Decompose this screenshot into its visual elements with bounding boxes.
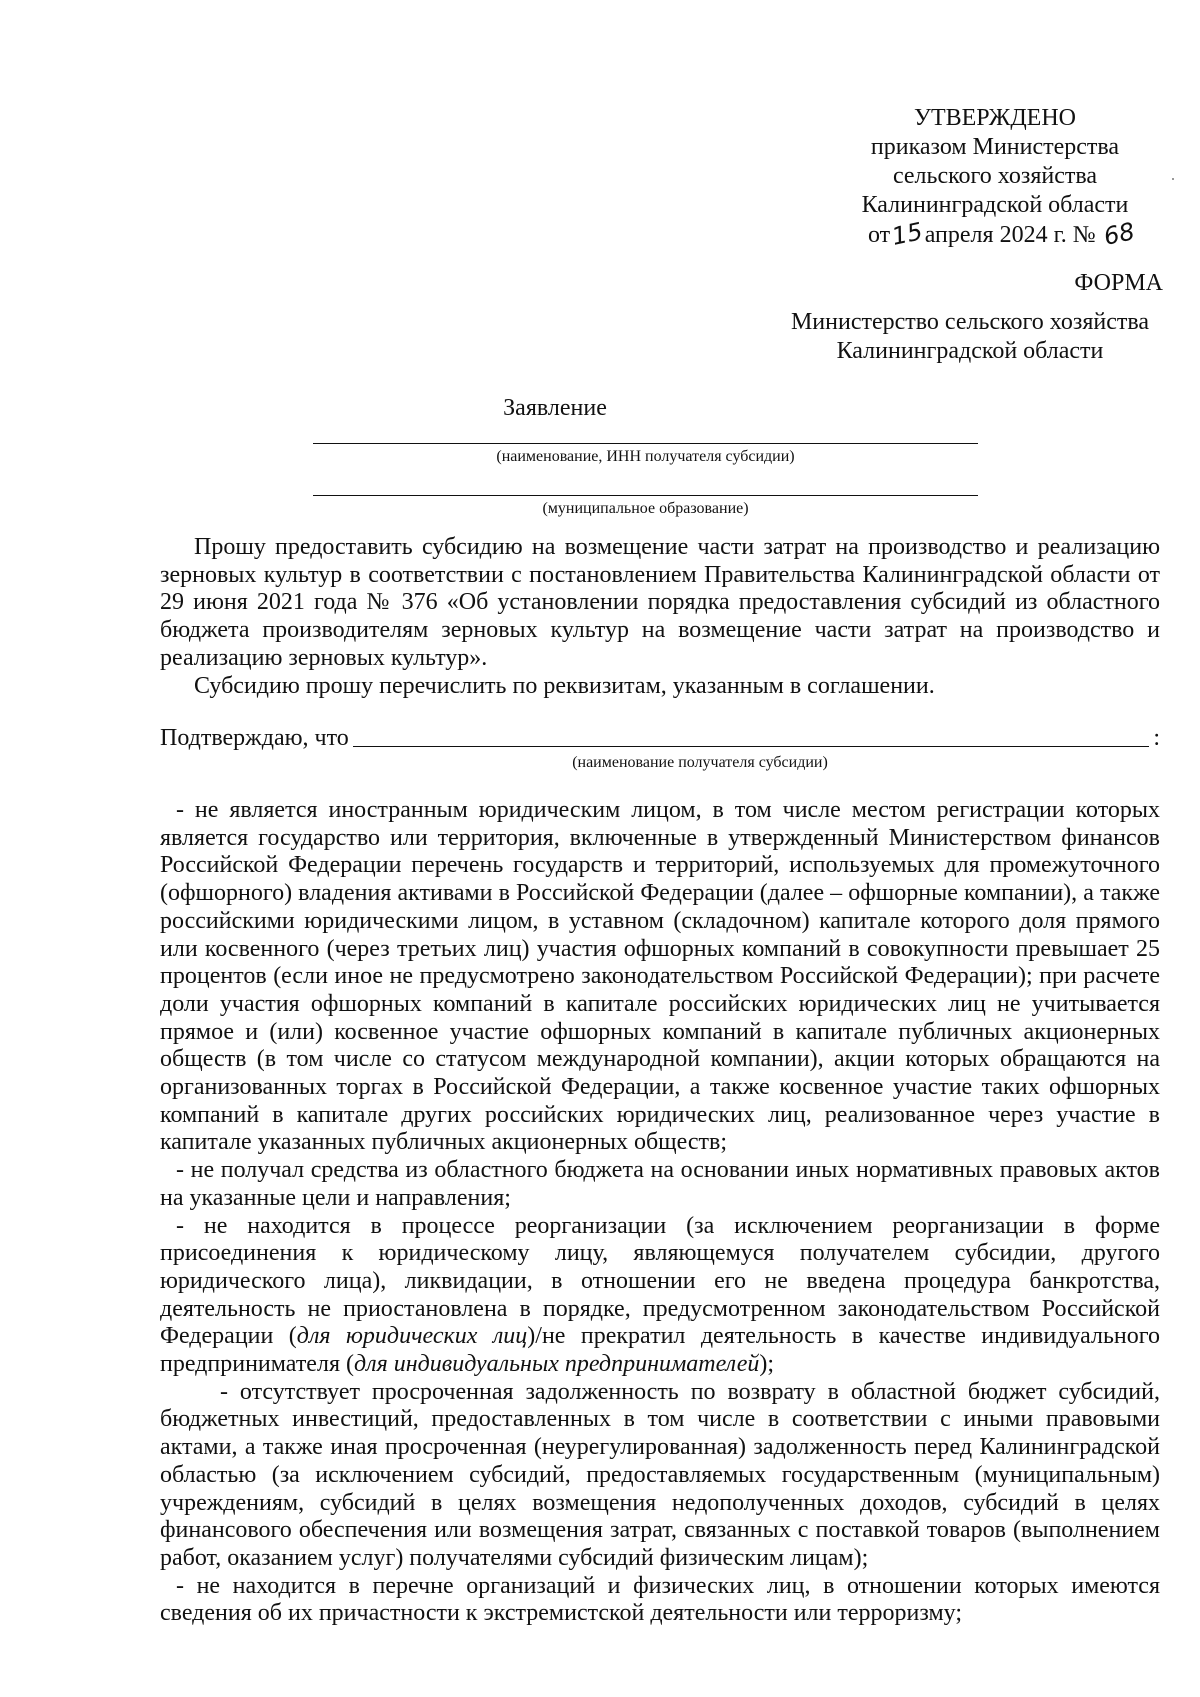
approval-date-line [830, 217, 1160, 251]
request-paragraph: Субсидию прошу перечислить по реквизитам, указанным в соглашении. [194, 672, 935, 699]
condition-item: - отсутствует просроченная задолженность по возврату в областной бюджет субсидий, бюджетных инвестиций, предоставленных в том числе в соответствии с иными правовыми актами, а также иная просроченная (неурегулированная) задолженность перед Калининградской областью (за исключением субсидий, предоставляемых государственным (муниципальным) учреждениям, субсидий в целях возмещения недополученных доходов, субсидий в целях финансового обеспечения или возмещения затрат, связанных с поставкой товаров (выполнением работ, оказанием услуг) получателями субсидий физическим лицам); [160, 1378, 1160, 1571]
confirm-colon: : [1153, 725, 1160, 751]
approval-heading: УТВЕРЖДЕНО [913, 105, 1077, 131]
condition-item: - не получал средства из областного бюджета на основании иных нормативных правовых актов на указанные цели и направления; [160, 1157, 1160, 1211]
condition-item: - не находится в перечне организаций и физических лиц, в отношении которых имеются сведения об их причастности к экстремистской деятельности или терроризму; [160, 1572, 1160, 1627]
approval-line: сельского хозяйства [892, 163, 1098, 189]
recipient-field[interactable] [313, 443, 978, 466]
recipient-blank-line[interactable] [313, 443, 978, 444]
handwritten-day: 15 [889, 217, 926, 251]
date-rest: апреля 2024 г. № [924, 222, 1096, 248]
confirm-caption: (наименование получателя субсидии) [572, 754, 828, 771]
ministry-line: Министерство сельского хозяйства [790, 309, 1150, 335]
approval-line: приказом Министерства [870, 134, 1120, 160]
municipality-field-caption: (муниципальное образование) [542, 500, 749, 517]
scan-speck [1172, 178, 1174, 180]
form-label: ФОРМА [1074, 270, 1163, 296]
approval-line: Калининградской области [861, 192, 1129, 218]
confirm-field [160, 725, 1160, 772]
confirm-blank-line[interactable] [353, 746, 1150, 747]
date-prefix: от [868, 222, 891, 248]
approval-stamp [830, 104, 1160, 250]
municipality-field[interactable] [313, 495, 978, 518]
italic-note: для индивидуальных предпринимателей [353, 1351, 760, 1378]
municipality-blank-line[interactable] [313, 495, 978, 496]
handwritten-order-number: 68 [1100, 217, 1137, 251]
confirm-row [160, 725, 1160, 752]
recipient-field-caption: (наименование, ИНН получателя субсидии) [496, 448, 795, 465]
italic-note: для юридических лиц [296, 1323, 528, 1350]
confirm-label: Подтверждаю, что [160, 725, 349, 751]
document-title: Заявление [503, 395, 607, 421]
conditions-list [160, 797, 1160, 1628]
ministry-line: Калининградской области [836, 338, 1104, 364]
condition-item: - не находится в процессе реорганизации (за исключением реорганизации в форме присоединения к юридическому лицу, являющемуся получателем субсидии, другого юридического лица), ликвидации, в отношении его не введена процедура банкротства, деятельность не приостановлена в порядке, предусмотренном законодательством Российской Федерации (для юридических лиц)/не прекратил деятельность в качестве индивидуального предпринимателя (для индивидуальных предпринимателей); [160, 1212, 1160, 1378]
condition-item: - не является иностранным юридическим лицом, в том числе местом регистрации которых является государство или территория, включенные в утвержденный Министерством финансов Российской Федерации перечень государств и территорий, используемых для промежуточного (офшорного) владения активами в Российской Федерации (далее – офшорные компании), а также российскими юридическими лицом, в уставном (складочном) капитале которого доля прямого или косвенного (через третьих лиц) участия офшорных компаний в совокупности превышает 25 процентов (если иное не предусмотрено законодательством Российской Федерации); при расчете доли участия офшорных компаний в капитале российских юридических лиц не учитывается прямое и (или) косвенное участие офшорных компаний в капитале публичных акционерных обществ (в том числе со статусом международной компании), акции которых обращаются на организованных торгах в Российской Федерации, а также косвенное участие таких офшорных компаний в капитале других российских юридических лиц, реализованное через участие в капитале указанных публичных акционерных обществ; [160, 797, 1160, 1156]
request-paragraph: Прошу предоставить субсидию на возмещение части затрат на производство и реализацию зерновых культур в соответствии с постановлением Правительства Калининградской области от 29 июня 2021 года № 376 «Об установлении порядка предоставления субсидий из областного бюджета производителям зерновых культур на возмещение части затрат на производство и реализацию зерновых культур». [160, 534, 1160, 671]
request-text [160, 534, 1160, 700]
addressee-ministry [770, 308, 1170, 366]
